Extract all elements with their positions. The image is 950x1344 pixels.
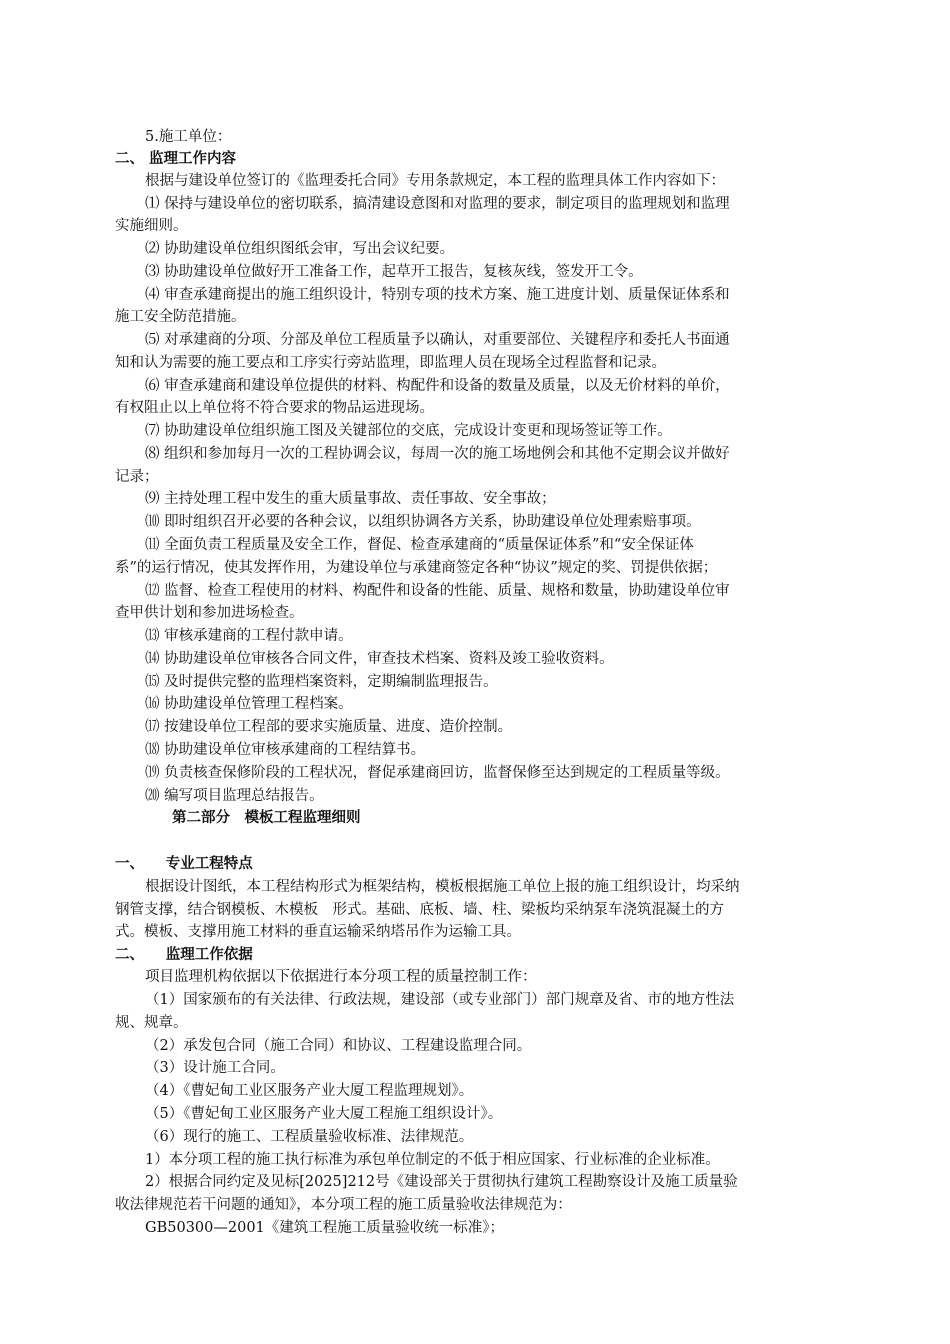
list-item: ⒇ 编写项目监理总结报告。: [145, 788, 324, 804]
standard-reference: GB50300—2001《建筑工程施工质量验收统一标准》；: [145, 1220, 505, 1236]
paragraph-line: 知和认为需要的施工要点和工序实行旁站监理，即监理人员在现场全过程监督和记录。: [115, 355, 666, 371]
section-heading: 二、 监理工作依据: [115, 946, 253, 963]
paragraph-line: 施工安全防范措施。: [115, 309, 246, 325]
list-item: ⑴ 保持与建设单位的密切联系，搞清建设意图和对监理的要求，制定项目的监理规划和监理: [145, 196, 730, 212]
paragraph-line: 根据与建设单位签订的《监理委托合同》专用条款规定，本工程的监理具体工作内容如下：: [145, 173, 725, 189]
list-item: ⑸ 对承建商的分项、分部及单位工程质量予以确认，对重要部位、关键程序和委托人书面通: [145, 332, 730, 348]
list-item: ⑾ 全面负责工程质量及安全工作，督促、检查承建商的“质量保证体系”和“安全保证体: [145, 537, 694, 553]
section-heading: 二、 监理工作内容: [115, 150, 237, 167]
list-item: ⒆ 负责核查保修阶段的工程状况，督促承建商回访，监督保修至达到规定的工程质量等级。: [145, 765, 730, 781]
list-item: ⑿ 监督、检查工程使用的材料、构配件和设备的性能、质量、规格和数量，协助建设单位审: [145, 583, 730, 599]
list-item: ⒂ 及时提供完整的监理档案资料，定期编制监理报告。: [145, 674, 498, 690]
paragraph-line: 式。模板、支撑用施工材料的垂直运输采纳塔吊作为运输工具。: [115, 924, 521, 940]
paragraph-line: 记录；: [115, 469, 159, 485]
paragraph-line: 收法律规范若干问题的通知》，本分项工程的施工质量验收法律规范为：: [115, 1197, 572, 1213]
contractor-line: 5.施工单位：: [145, 129, 232, 145]
list-item: （6）现行的施工、工程质量验收标准、法律规范。: [145, 1129, 474, 1145]
list-item: 1）本分项工程的施工执行标准为承包单位制定的不低于相应国家、行业标准的企业标准。: [145, 1152, 720, 1168]
list-item: ⑻ 组织和参加每月一次的工程协调会议，每周一次的施工场地例会和其他不定期会议并做好: [145, 446, 730, 462]
section-heading: 一、 专业工程特点: [115, 855, 253, 872]
list-item: （3）设计施工合同。: [145, 1060, 285, 1076]
list-item: ⑼ 主持处理工程中发生的重大质量事故、责任事故、安全事故；: [145, 491, 556, 507]
list-item: （4）《曹妃甸工业区服务产业大厦工程监理规划》。: [145, 1083, 474, 1099]
paragraph-line: 查甲供计划和参加进场检查。: [115, 605, 304, 621]
list-item: ⒃ 协助建设单位管理工程档案。: [145, 696, 353, 712]
list-item: ⑶ 协助建设单位做好开工准备工作，起草开工报告，复核灰线，签发开工令。: [145, 264, 643, 280]
paragraph-line: 系”的运行情况，使其发挥作用，为建设单位与承建商签定各种“协议”规定的奖、罚提供依据；: [115, 560, 718, 576]
paragraph-line: 规、规章。: [115, 1015, 188, 1031]
paragraph-line: 实施细则。: [115, 218, 188, 234]
list-item: ⒄ 按建设单位工程部的要求实施质量、进度、造价控制。: [145, 719, 513, 735]
list-item: （1）国家颁布的有关法律、行政法规，建设部（或专业部门）部门规章及省、市的地方性法: [145, 992, 735, 1008]
list-item: ⑵ 协助建设单位组织图纸会审，写出会议纪要。: [145, 241, 455, 257]
list-item: ⑹ 审查承建商和建设单位提供的材料、构配件和设备的数量及质量，以及无价材料的单价，: [145, 378, 730, 394]
list-item: 2）根据合同约定及见标[2025]212号《建设部关于贯彻执行建筑工程勘察设计及施工质量验: [145, 1174, 738, 1190]
list-item: ⒁ 协助建设单位审核各合同文件，审查技术档案、资料及竣工验收资料。: [145, 651, 614, 667]
part-title: 第二部分 模板工程监理细则: [172, 809, 361, 826]
paragraph-line: 项目监理机构依据以下依据进行本分项工程的质量控制工作：: [145, 969, 537, 985]
list-item: ⒀ 审核承建商的工程付款申请。: [145, 628, 353, 644]
list-item: （2）承发包合同（施工合同）和协议、工程建设监理合同。: [145, 1038, 532, 1054]
paragraph-line: 根据设计图纸，本工程结构形式为框架结构，模板根据施工单位上报的施工组织设计，均采纳: [145, 879, 740, 895]
paragraph-line: 钢管支撑，结合钢模板、木模板 形式。基础、底板、墙、柱、梁板均采纳泵车浇筑混凝土的方: [115, 902, 724, 918]
list-item: ⑺ 协助建设单位组织施工图及关键部位的交底，完成设计变更和现场签证等工作。: [145, 423, 672, 439]
list-item: （5）《曹妃甸工业区服务产业大厦工程施工组织设计》。: [145, 1106, 503, 1122]
list-item: ⒅ 协助建设单位审核承建商的工程结算书。: [145, 742, 426, 758]
list-item: ⑷ 审查承建商提出的施工组织设计，特别专项的技术方案、施工进度计划、质量保证体系和: [145, 287, 730, 303]
list-item: ⑽ 即时组织召开必要的各种会议，以组织协调各方关系，协助建设单位处理索赔事项。: [145, 514, 701, 530]
paragraph-line: 有权阻止以上单位将不符合要求的物品运进现场。: [115, 400, 434, 416]
